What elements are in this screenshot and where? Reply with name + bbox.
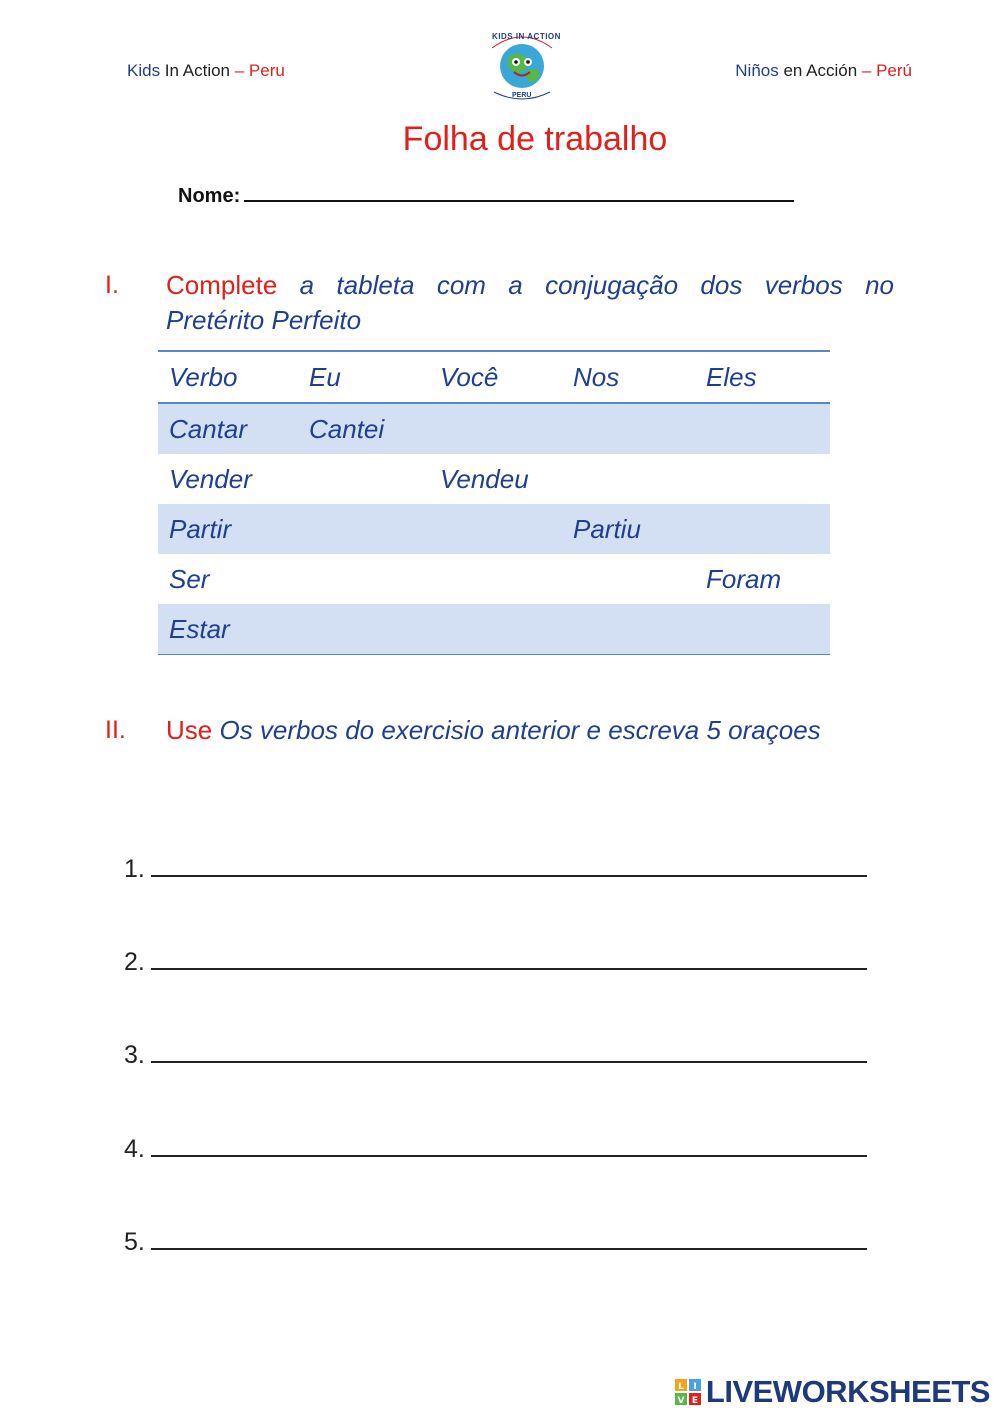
answer-line [124, 1037, 867, 1070]
table-cell-input[interactable] [695, 454, 830, 504]
answer-line-input[interactable] [151, 851, 867, 877]
header-left [127, 61, 285, 81]
page-title: Folha de trabalho [402, 120, 668, 158]
table-cell-input[interactable] [298, 454, 429, 504]
section1-text-line2: Pretérito Perfeito [166, 305, 362, 335]
answer-line [124, 1131, 867, 1164]
table-cell: Foram [706, 563, 782, 594]
answer-line-number: 5. [124, 1228, 145, 1256]
table-cell: Cantar [158, 403, 298, 454]
section2-keyword: Use [166, 715, 213, 745]
table-row [158, 504, 830, 554]
icon-letter: I [693, 1382, 698, 1392]
answer-line [124, 1224, 867, 1257]
liveworksheets-brand [675, 1374, 990, 1408]
answer-line-number: 2. [124, 948, 145, 976]
section1-text-line1: a tableta com a conjugação dos verbos no [299, 270, 894, 300]
section2-instruction [166, 713, 821, 748]
table-cell: Ser [169, 563, 210, 594]
logo-top-text: KIDS IN ACTION [492, 32, 561, 41]
icon-letter: E [692, 1396, 699, 1405]
table-cell-input[interactable] [695, 504, 830, 554]
table-cell: Estar [158, 604, 298, 655]
table-row [158, 403, 830, 454]
name-input[interactable] [244, 182, 794, 202]
answer-line-input[interactable] [151, 1037, 867, 1063]
answer-line-number: 4. [124, 1135, 145, 1163]
table-row [158, 554, 830, 604]
section1-keyword: Complete [166, 270, 278, 300]
liveworksheets-text: LIVEWORKSHEETS [705, 1374, 990, 1409]
table-header-cell: Eu [298, 351, 429, 403]
table-cell: Partir [158, 504, 298, 554]
table-header-cell: Você [429, 351, 562, 403]
table-cell-input[interactable] [429, 604, 562, 655]
answer-line-number: 3. [124, 1041, 145, 1069]
kids-in-action-logo [478, 22, 566, 108]
liveworksheets-icon [675, 1379, 701, 1405]
answer-line-input[interactable] [151, 944, 867, 970]
section1-instruction [166, 268, 894, 338]
header-left-kids: Kids [127, 61, 161, 80]
answer-line-number: 1. [124, 855, 145, 883]
table-cell-input[interactable] [562, 403, 695, 454]
logo-country: PERU [512, 92, 532, 99]
table-cell-input[interactable] [429, 504, 562, 554]
answer-line-input[interactable] [151, 1224, 867, 1250]
table-cell: Partiu [562, 504, 695, 554]
answer-line-input[interactable] [151, 1131, 867, 1157]
conjugation-table [158, 350, 830, 655]
table-cell-input[interactable] [562, 604, 695, 655]
section1-numeral: I. [105, 271, 119, 299]
header-right-ninos: Niños [735, 61, 779, 80]
section2-numeral: II. [105, 716, 126, 744]
header-right-peru: – Perú [861, 61, 912, 80]
table-cell-input[interactable] [298, 604, 429, 655]
table-header-row [158, 351, 830, 403]
header-left-peru: – Peru [234, 61, 285, 80]
table-cell: Cantei [298, 403, 429, 454]
name-row [178, 182, 794, 208]
answer-line [124, 944, 867, 977]
icon-letter: V [677, 1396, 685, 1405]
icon-letter: L [678, 1382, 685, 1392]
header-right-mid: en Acción [778, 61, 862, 80]
table-cell: Vendeu [440, 463, 529, 494]
table-cell-input[interactable] [429, 554, 562, 604]
header-left-mid: In Action [160, 61, 235, 80]
table-cell-input[interactable] [298, 554, 429, 604]
table-cell-input[interactable] [695, 604, 830, 655]
table-row [158, 604, 830, 655]
table-row [158, 454, 830, 504]
answer-line [124, 851, 867, 884]
table-cell: Vender [169, 463, 252, 494]
header-right [735, 61, 912, 81]
table-cell-input[interactable] [429, 403, 562, 454]
name-label: Nome: [178, 185, 241, 207]
table-cell-input[interactable] [562, 454, 695, 504]
section2-text: Os verbos do exercisio anterior e escreva 5 oraçoes [219, 715, 821, 745]
table-cell-input[interactable] [695, 403, 830, 454]
table-cell-input[interactable] [298, 504, 429, 554]
table-cell-input[interactable] [562, 554, 695, 604]
table-header-cell: Verbo [158, 351, 298, 403]
table-header-cell: Eles [695, 351, 830, 403]
table-header-cell: Nos [562, 351, 695, 403]
